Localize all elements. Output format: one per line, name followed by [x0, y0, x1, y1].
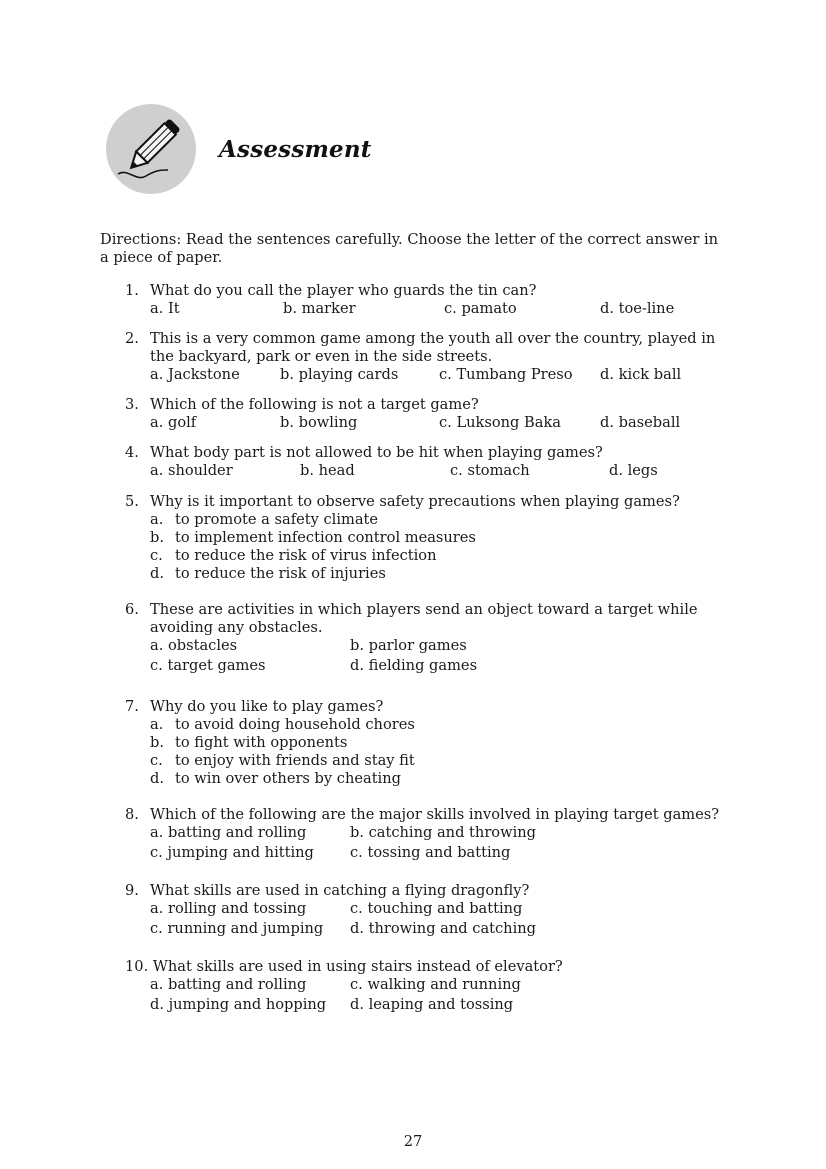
question-stem: Which of the following is not a target game? — [150, 396, 479, 413]
option-text: to promote a safety climate — [175, 511, 379, 528]
option-d: d. leaping and tossing — [350, 996, 514, 1013]
option-text: to win over others by cheating — [175, 770, 401, 787]
question-stem-line — [125, 958, 735, 976]
page-title: Assessment — [219, 136, 372, 163]
options-grid — [150, 976, 735, 1016]
options-grid — [150, 637, 735, 677]
question-number: 5. — [125, 493, 139, 510]
option-text: to reduce the risk of injuries — [175, 565, 386, 582]
option-a: a. obstacles — [150, 637, 238, 654]
option-b: b. catching and throwing — [350, 824, 536, 841]
question-3 — [125, 396, 735, 432]
option-c — [150, 752, 735, 770]
question-8 — [125, 806, 735, 864]
option-a: a. rolling and tossing — [150, 900, 307, 917]
option-d: d. throwing and catching — [350, 920, 536, 937]
option-b: b. playing cards — [280, 366, 399, 383]
option-b: b. parlor games — [350, 637, 467, 654]
options-grid — [150, 824, 735, 864]
option-c: d. jumping and hopping — [150, 996, 327, 1013]
option-a: a. shoulder — [150, 462, 233, 479]
question-stem: These are activities in which players send an object toward a target while avoiding any obstacles. — [150, 601, 698, 636]
question-6 — [125, 601, 735, 677]
option-c: c. target games — [150, 657, 266, 674]
option-c: c. Luksong Baka — [439, 414, 562, 431]
question-9 — [125, 882, 735, 940]
option-text: to avoid doing household chores — [175, 716, 415, 733]
option-d: d. kick ball — [600, 366, 682, 383]
option-d: d. legs — [609, 462, 658, 479]
option-text: to reduce the risk of virus infection — [175, 547, 437, 564]
options-list — [150, 511, 735, 583]
option-a: a. batting and rolling — [150, 976, 307, 993]
question-2 — [125, 330, 735, 384]
option-d: c. tossing and batting — [350, 844, 511, 861]
option-letter: c. — [150, 752, 163, 769]
question-1 — [125, 282, 735, 318]
option-a: a. Jackstone — [150, 366, 240, 383]
question-stem: What skills are used in catching a flying dragonfly? — [150, 882, 530, 899]
option-c: c. pamato — [444, 300, 517, 317]
option-letter: d. — [150, 565, 164, 582]
options-grid — [150, 900, 735, 940]
option-a: a. golf — [150, 414, 197, 431]
question-number: 2. — [125, 330, 139, 347]
question-number: 7. — [125, 698, 139, 715]
option-b — [150, 529, 735, 547]
question-stem: What body part is not allowed to be hit when playing games? — [150, 444, 603, 461]
option-letter: a. — [150, 511, 164, 528]
question-stem: What do you call the player who guards the tin can? — [150, 282, 537, 299]
option-d — [150, 565, 735, 583]
option-b: b. marker — [283, 300, 356, 317]
question-7 — [125, 698, 735, 788]
options-row — [150, 414, 735, 432]
option-b — [150, 734, 735, 752]
option-c: c. jumping and hitting — [150, 844, 314, 861]
options-list — [150, 716, 735, 788]
option-c: c. stomach — [450, 462, 530, 479]
option-text: to enjoy with friends and stay fit — [175, 752, 415, 769]
question-stem: Why is it important to observe safety precautions when playing games? — [150, 493, 680, 510]
question-5 — [125, 493, 735, 583]
question-number: 10. — [125, 958, 149, 975]
options-row — [150, 366, 735, 384]
question-number: 4. — [125, 444, 139, 461]
question-stem: This is a very common game among the youth all over the country, played in the backyard, park or even in the side streets. — [150, 330, 716, 365]
page-number: 27 — [403, 1133, 423, 1150]
question-stem: Why do you like to play games? — [150, 698, 384, 715]
question-number: 6. — [125, 601, 139, 618]
directions-text: Directions: Read the sentences carefully. Choose the letter of the correct answer in a piece of paper. — [100, 231, 719, 266]
option-a — [150, 716, 735, 734]
option-d: d. toe-line — [600, 300, 675, 317]
options-row — [150, 300, 735, 318]
option-letter: d. — [150, 770, 164, 787]
option-b: c. touching and batting — [350, 900, 523, 917]
question-10 — [125, 958, 735, 1016]
option-c — [150, 547, 735, 565]
question-stem: Which of the following are the major skills involved in playing target games? — [150, 806, 720, 823]
option-b: c. walking and running — [350, 976, 521, 993]
option-b: b. bowling — [280, 414, 358, 431]
option-a: a. It — [150, 300, 180, 317]
option-a: a. batting and rolling — [150, 824, 307, 841]
assessment-header — [106, 104, 506, 196]
option-text: to fight with opponents — [175, 734, 348, 751]
option-text: to implement infection control measures — [175, 529, 476, 546]
question-number: 9. — [125, 882, 139, 899]
option-letter: b. — [150, 529, 164, 546]
option-letter: c. — [150, 547, 163, 564]
question-number: 1. — [125, 282, 139, 299]
option-letter: a. — [150, 716, 164, 733]
option-letter: b. — [150, 734, 164, 751]
question-4 — [125, 444, 735, 480]
option-d: d. baseball — [600, 414, 681, 431]
options-row — [150, 462, 735, 480]
question-number: 3. — [125, 396, 139, 413]
pencil-icon — [106, 104, 196, 194]
option-c: c. running and jumping — [150, 920, 324, 937]
option-c: c. Tumbang Preso — [439, 366, 573, 383]
option-d — [150, 770, 735, 788]
option-d: d. fielding games — [350, 657, 478, 674]
question-stem: What skills are used in using stairs instead of elevator? — [152, 958, 563, 975]
option-a — [150, 511, 735, 529]
question-number: 8. — [125, 806, 139, 823]
option-b: b. head — [300, 462, 355, 479]
